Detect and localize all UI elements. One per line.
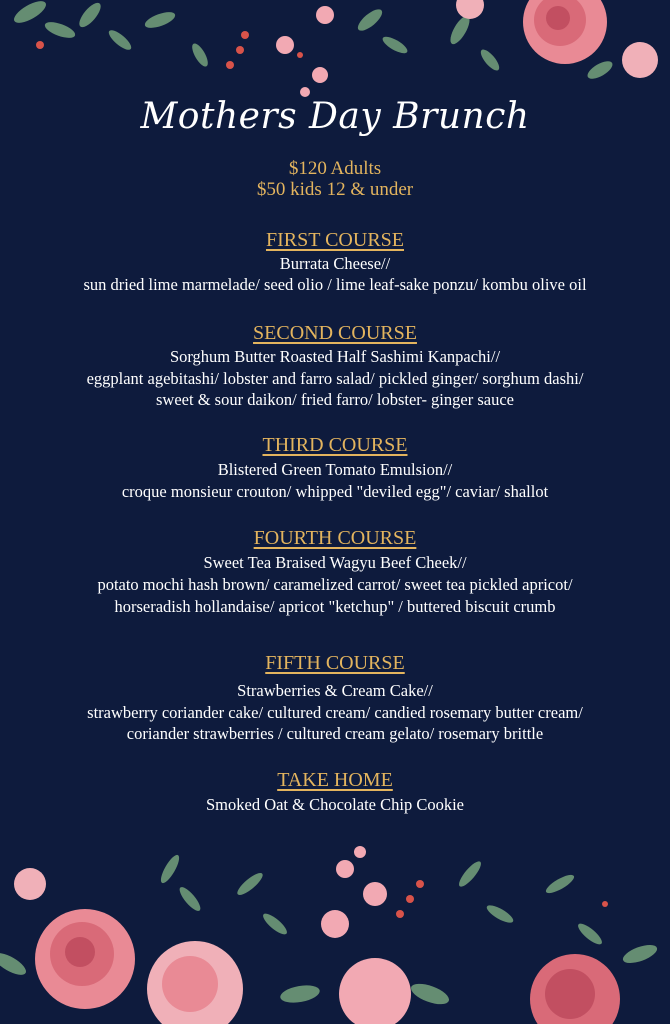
- small-flower-icon: [276, 6, 334, 97]
- course-detail-third-1: croque monsieur crouton/ whipped "deviled egg"/ caviar/ shallot: [121, 482, 549, 501]
- berry-icon: [36, 31, 303, 69]
- menu-title: Mothers Day Brunch: [140, 96, 530, 137]
- course-detail-fifth-1: strawberry coriander cake/ cultured cream/ candied rosemary butter cream/: [87, 703, 583, 722]
- floral-border-bottom: [0, 844, 670, 1024]
- course-detail-fifth-2: coriander strawberries / cultured cream gelato/ rosemary brittle: [126, 724, 544, 743]
- course-heading-fourth: FOURTH COURSE: [253, 527, 417, 549]
- small-flower-icon: [321, 846, 387, 938]
- course-dish-second: Sorghum Butter Roasted Half Sashimi Kanpachi//: [169, 347, 501, 366]
- course-detail-second-2: sweet & sour daikon/ fried farro/ lobster- ginger sauce: [156, 390, 514, 409]
- floral-border-top: [0, 0, 670, 110]
- course-heading-first: FIRST COURSE: [265, 229, 404, 251]
- course-dish-take-home: Smoked Oat & Chocolate Chip Cookie: [205, 795, 464, 814]
- course-detail-fourth-2: horseradish hollandaise/ apricot "ketchup" / buttered biscuit crumb: [114, 597, 556, 616]
- course-heading-take-home: TAKE HOME: [277, 769, 393, 791]
- price-adults: $120 Adults: [288, 158, 382, 179]
- price-kids: $50 kids 12 & under: [256, 179, 414, 200]
- rose-icon: [456, 0, 658, 78]
- course-dish-fourth: Sweet Tea Braised Wagyu Beef Cheek//: [203, 553, 467, 572]
- course-detail-fourth-1: potato mochi hash brown/ caramelized carrot/ sweet tea pickled apricot/: [97, 575, 573, 594]
- course-dish-third: Blistered Green Tomato Emulsion//: [217, 460, 453, 479]
- course-detail-second-1: eggplant agebitashi/ lobster and farro salad/ pickled ginger/ sorghum dashi/: [86, 369, 584, 388]
- course-dish-first: Burrata Cheese//: [279, 254, 391, 273]
- course-heading-third: THIRD COURSE: [262, 434, 408, 456]
- course-heading-second: SECOND COURSE: [253, 322, 417, 344]
- course-dish-fifth: Strawberries & Cream Cake//: [237, 681, 433, 700]
- course-heading-fifth: FIFTH COURSE: [265, 652, 405, 674]
- course-detail-first-1: sun dried lime marmelade/ seed olio / lime leaf-sake ponzu/ kombu olive oil: [83, 275, 587, 294]
- rose-icon: [14, 868, 620, 1024]
